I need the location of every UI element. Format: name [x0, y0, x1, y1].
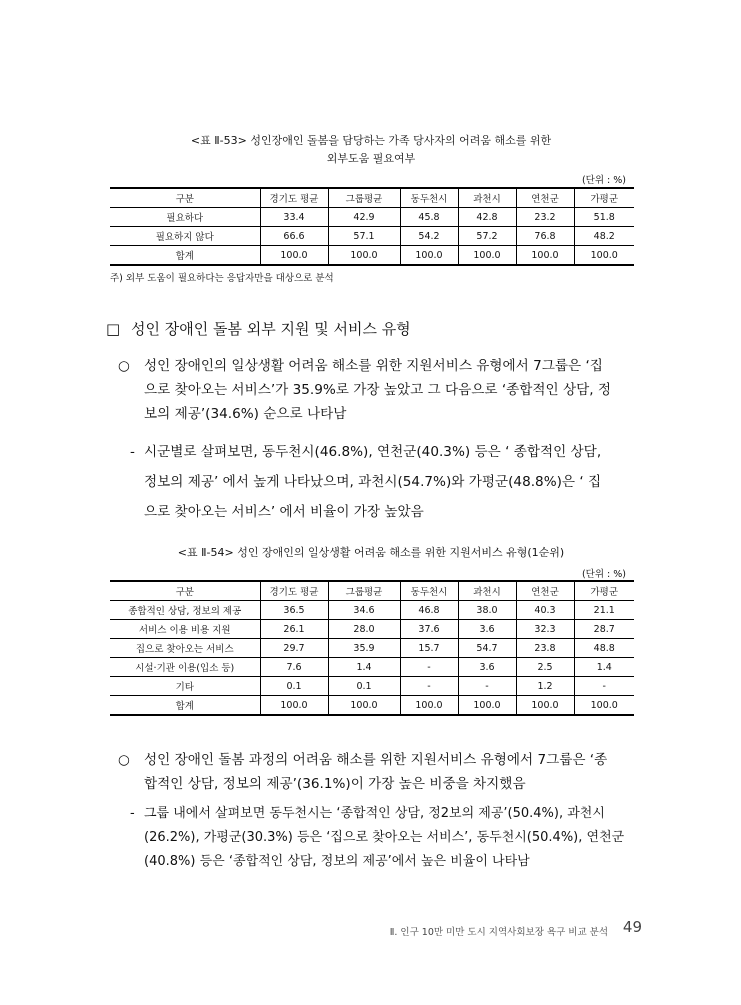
table-cell: 1.2 — [516, 677, 574, 696]
table-cell: 54.7 — [458, 639, 516, 658]
table-cell: 100.0 — [400, 246, 458, 266]
table-cell: 기타 — [110, 677, 260, 696]
table-cell: 1.4 — [574, 658, 634, 677]
table-cell: 100.0 — [458, 246, 516, 266]
table-cell: 66.6 — [260, 227, 328, 246]
paragraph-line: 보의 제공’(34.6%) 순으로 나타남 — [144, 406, 347, 422]
table-cell: 36.5 — [260, 601, 328, 620]
table-cell: 23.2 — [516, 208, 574, 227]
table1 — [110, 187, 634, 266]
paragraph-line: 성인 장애인 돌봄 과정의 어려움 해소를 위한 지원서비스 유형에서 7그룹은 ‘종 — [144, 752, 608, 768]
table-cell: 57.2 — [458, 227, 516, 246]
table-cell: 100.0 — [458, 696, 516, 716]
section-title: 성인 장애인 돌봄 외부 지원 및 서비스 유형 — [130, 320, 411, 338]
table-cell: 42.9 — [328, 208, 400, 227]
table-cell: 33.4 — [260, 208, 328, 227]
table-cell: 집으로 찾아오는 서비스 — [110, 639, 260, 658]
table-row — [110, 677, 634, 696]
table-cell: - — [400, 677, 458, 696]
paragraph-2 — [130, 437, 638, 527]
paragraph-line: 합적인 상담, 정보의 제공’(36.1%)이 가장 높은 비중을 차지했음 — [144, 776, 526, 792]
section-heading — [106, 318, 666, 339]
table-cell: 32.3 — [516, 620, 574, 639]
table-cell: 34.6 — [328, 601, 400, 620]
table-cell: 26.1 — [260, 620, 328, 639]
paragraph-4 — [130, 802, 638, 874]
table-header-cell: 과천시 — [458, 581, 516, 601]
table1-header-row — [110, 188, 634, 208]
table-cell: 종합적인 상담, 정보의 제공 — [110, 601, 260, 620]
table-total-row — [110, 696, 634, 716]
table2 — [110, 580, 634, 716]
table-cell: 100.0 — [516, 696, 574, 716]
table-cell: 0.1 — [328, 677, 400, 696]
table-cell: 서비스 이용 비용 지원 — [110, 620, 260, 639]
paragraph-3 — [118, 748, 640, 796]
table-cell: - — [458, 677, 516, 696]
table-cell: 28.0 — [328, 620, 400, 639]
table-cell: 100.0 — [516, 246, 574, 266]
table-header-cell: 경기도 평균 — [260, 188, 328, 208]
table2-caption: <표 Ⅱ-54> 성인 장애인의 일상생활 어려움 해소를 위한 지원서비스 유형(1순위) — [177, 546, 565, 559]
table-cell: 40.3 — [516, 601, 574, 620]
table-cell: 100.0 — [400, 696, 458, 716]
table-cell: 37.6 — [400, 620, 458, 639]
table-cell: 7.6 — [260, 658, 328, 677]
table-cell: - — [400, 658, 458, 677]
section-marker: □ — [106, 320, 121, 338]
table-cell: 1.4 — [328, 658, 400, 677]
table-cell: 23.8 — [516, 639, 574, 658]
table2-header-row — [110, 581, 634, 601]
table2-unit: (단위 : %) — [581, 569, 626, 580]
page-number: 49 — [622, 918, 642, 936]
table1-note: 주) 외부 도움이 필요하다는 응답자만을 대상으로 분석 — [110, 273, 334, 284]
paragraph-1 — [118, 354, 640, 426]
paragraph-line: 정보의 제공’ 에서 높게 나타났으며, 과천시(54.7%)와 가평군(48.8%)은 ‘ 집 — [144, 474, 602, 490]
table1-caption-line1: <표 Ⅱ-53> 성인장애인 돌봄을 담당하는 가족 당사자의 어려움 해소를 위한 — [190, 134, 552, 147]
table-cell: 45.8 — [400, 208, 458, 227]
table-cell: 합계 — [110, 696, 260, 716]
table-header-cell: 과천시 — [458, 188, 516, 208]
circle-bullet: ○ — [118, 752, 130, 768]
table-cell: 시설·기관 이용(입소 등) — [110, 658, 260, 677]
table-cell: 42.8 — [458, 208, 516, 227]
table-cell: 46.8 — [400, 601, 458, 620]
circle-bullet: ○ — [118, 358, 130, 374]
paragraph-line: 성인 장애인의 일상생활 어려움 해소를 위한 지원서비스 유형에서 7그룹은 ‘집 — [144, 358, 603, 374]
table-cell: 15.7 — [400, 639, 458, 658]
table-cell: 76.8 — [516, 227, 574, 246]
table-header-cell: 가평군 — [574, 581, 634, 601]
table-cell: 100.0 — [574, 246, 634, 266]
paragraph-line: 그룹 내에서 살펴보면 동두천시는 ‘종합적인 상담, 정2보의 제공’(50.4%), 과천시 — [144, 806, 605, 821]
table-row — [110, 601, 634, 620]
table-cell: 100.0 — [328, 696, 400, 716]
table-cell: 합계 — [110, 246, 260, 266]
table-cell: 100.0 — [260, 696, 328, 716]
table-header-cell: 동두천시 — [400, 188, 458, 208]
table-header-cell: 동두천시 — [400, 581, 458, 601]
table-header-cell: 경기도 평균 — [260, 581, 328, 601]
table-cell: 54.2 — [400, 227, 458, 246]
table-cell: 100.0 — [574, 696, 634, 716]
table-header-cell: 구분 — [110, 581, 260, 601]
table-cell: 38.0 — [458, 601, 516, 620]
table-cell: 48.8 — [574, 639, 634, 658]
table1-unit: (단위 : %) — [581, 175, 626, 186]
table-header-cell: 구분 — [110, 188, 260, 208]
table-total-row — [110, 246, 634, 266]
table-header-cell: 연천군 — [516, 188, 574, 208]
paragraph-line: 으로 찾아오는 서비스’가 35.9%로 가장 높았고 그 다음으로 ‘종합적인 상담, 정 — [144, 382, 612, 398]
table-cell: 21.1 — [574, 601, 634, 620]
table-row — [110, 639, 634, 658]
table-cell: 3.6 — [458, 658, 516, 677]
table-cell: 100.0 — [328, 246, 400, 266]
table-row — [110, 227, 634, 246]
table-cell: 48.2 — [574, 227, 634, 246]
table-row — [110, 208, 634, 227]
table1-caption-line2: 외부도움 필요여부 — [326, 152, 416, 165]
table-cell: 28.7 — [574, 620, 634, 639]
running-footer: Ⅱ. 인구 10만 미만 도시 지역사회보장 욕구 비교 분석 — [389, 927, 608, 938]
table-cell: 57.1 — [328, 227, 400, 246]
table-cell: 필요하다 — [110, 208, 260, 227]
dash-bullet: - — [130, 444, 135, 460]
table-header-cell: 그룹평균 — [328, 188, 400, 208]
table-cell: 0.1 — [260, 677, 328, 696]
table-cell: 29.7 — [260, 639, 328, 658]
paragraph-line: 시군별로 살펴보면, 동두천시(46.8%), 연천군(40.3%) 등은 ‘ 종합적인 상담, — [144, 444, 602, 460]
table-cell: 3.6 — [458, 620, 516, 639]
dash-bullet: - — [130, 806, 135, 821]
table-cell: 35.9 — [328, 639, 400, 658]
table-cell: 100.0 — [260, 246, 328, 266]
table-cell: 필요하지 않다 — [110, 227, 260, 246]
table-header-cell: 연천군 — [516, 581, 574, 601]
table-cell: - — [574, 677, 634, 696]
table-row — [110, 658, 634, 677]
paragraph-line: (40.8%) 등은 ‘종합적인 상담, 정보의 제공’에서 높은 비율이 나타남 — [144, 854, 530, 869]
table-cell: 51.8 — [574, 208, 634, 227]
paragraph-line: 으로 찾아오는 서비스’ 에서 비율이 가장 높았음 — [144, 504, 424, 520]
table-cell: 2.5 — [516, 658, 574, 677]
table-header-cell: 가평군 — [574, 188, 634, 208]
table-header-cell: 그룹평균 — [328, 581, 400, 601]
paragraph-line: (26.2%), 가평군(30.3%) 등은 ‘집으로 찾아오는 서비스’, 동두천시(50.4%), 연천군 — [144, 830, 625, 845]
table-row — [110, 620, 634, 639]
